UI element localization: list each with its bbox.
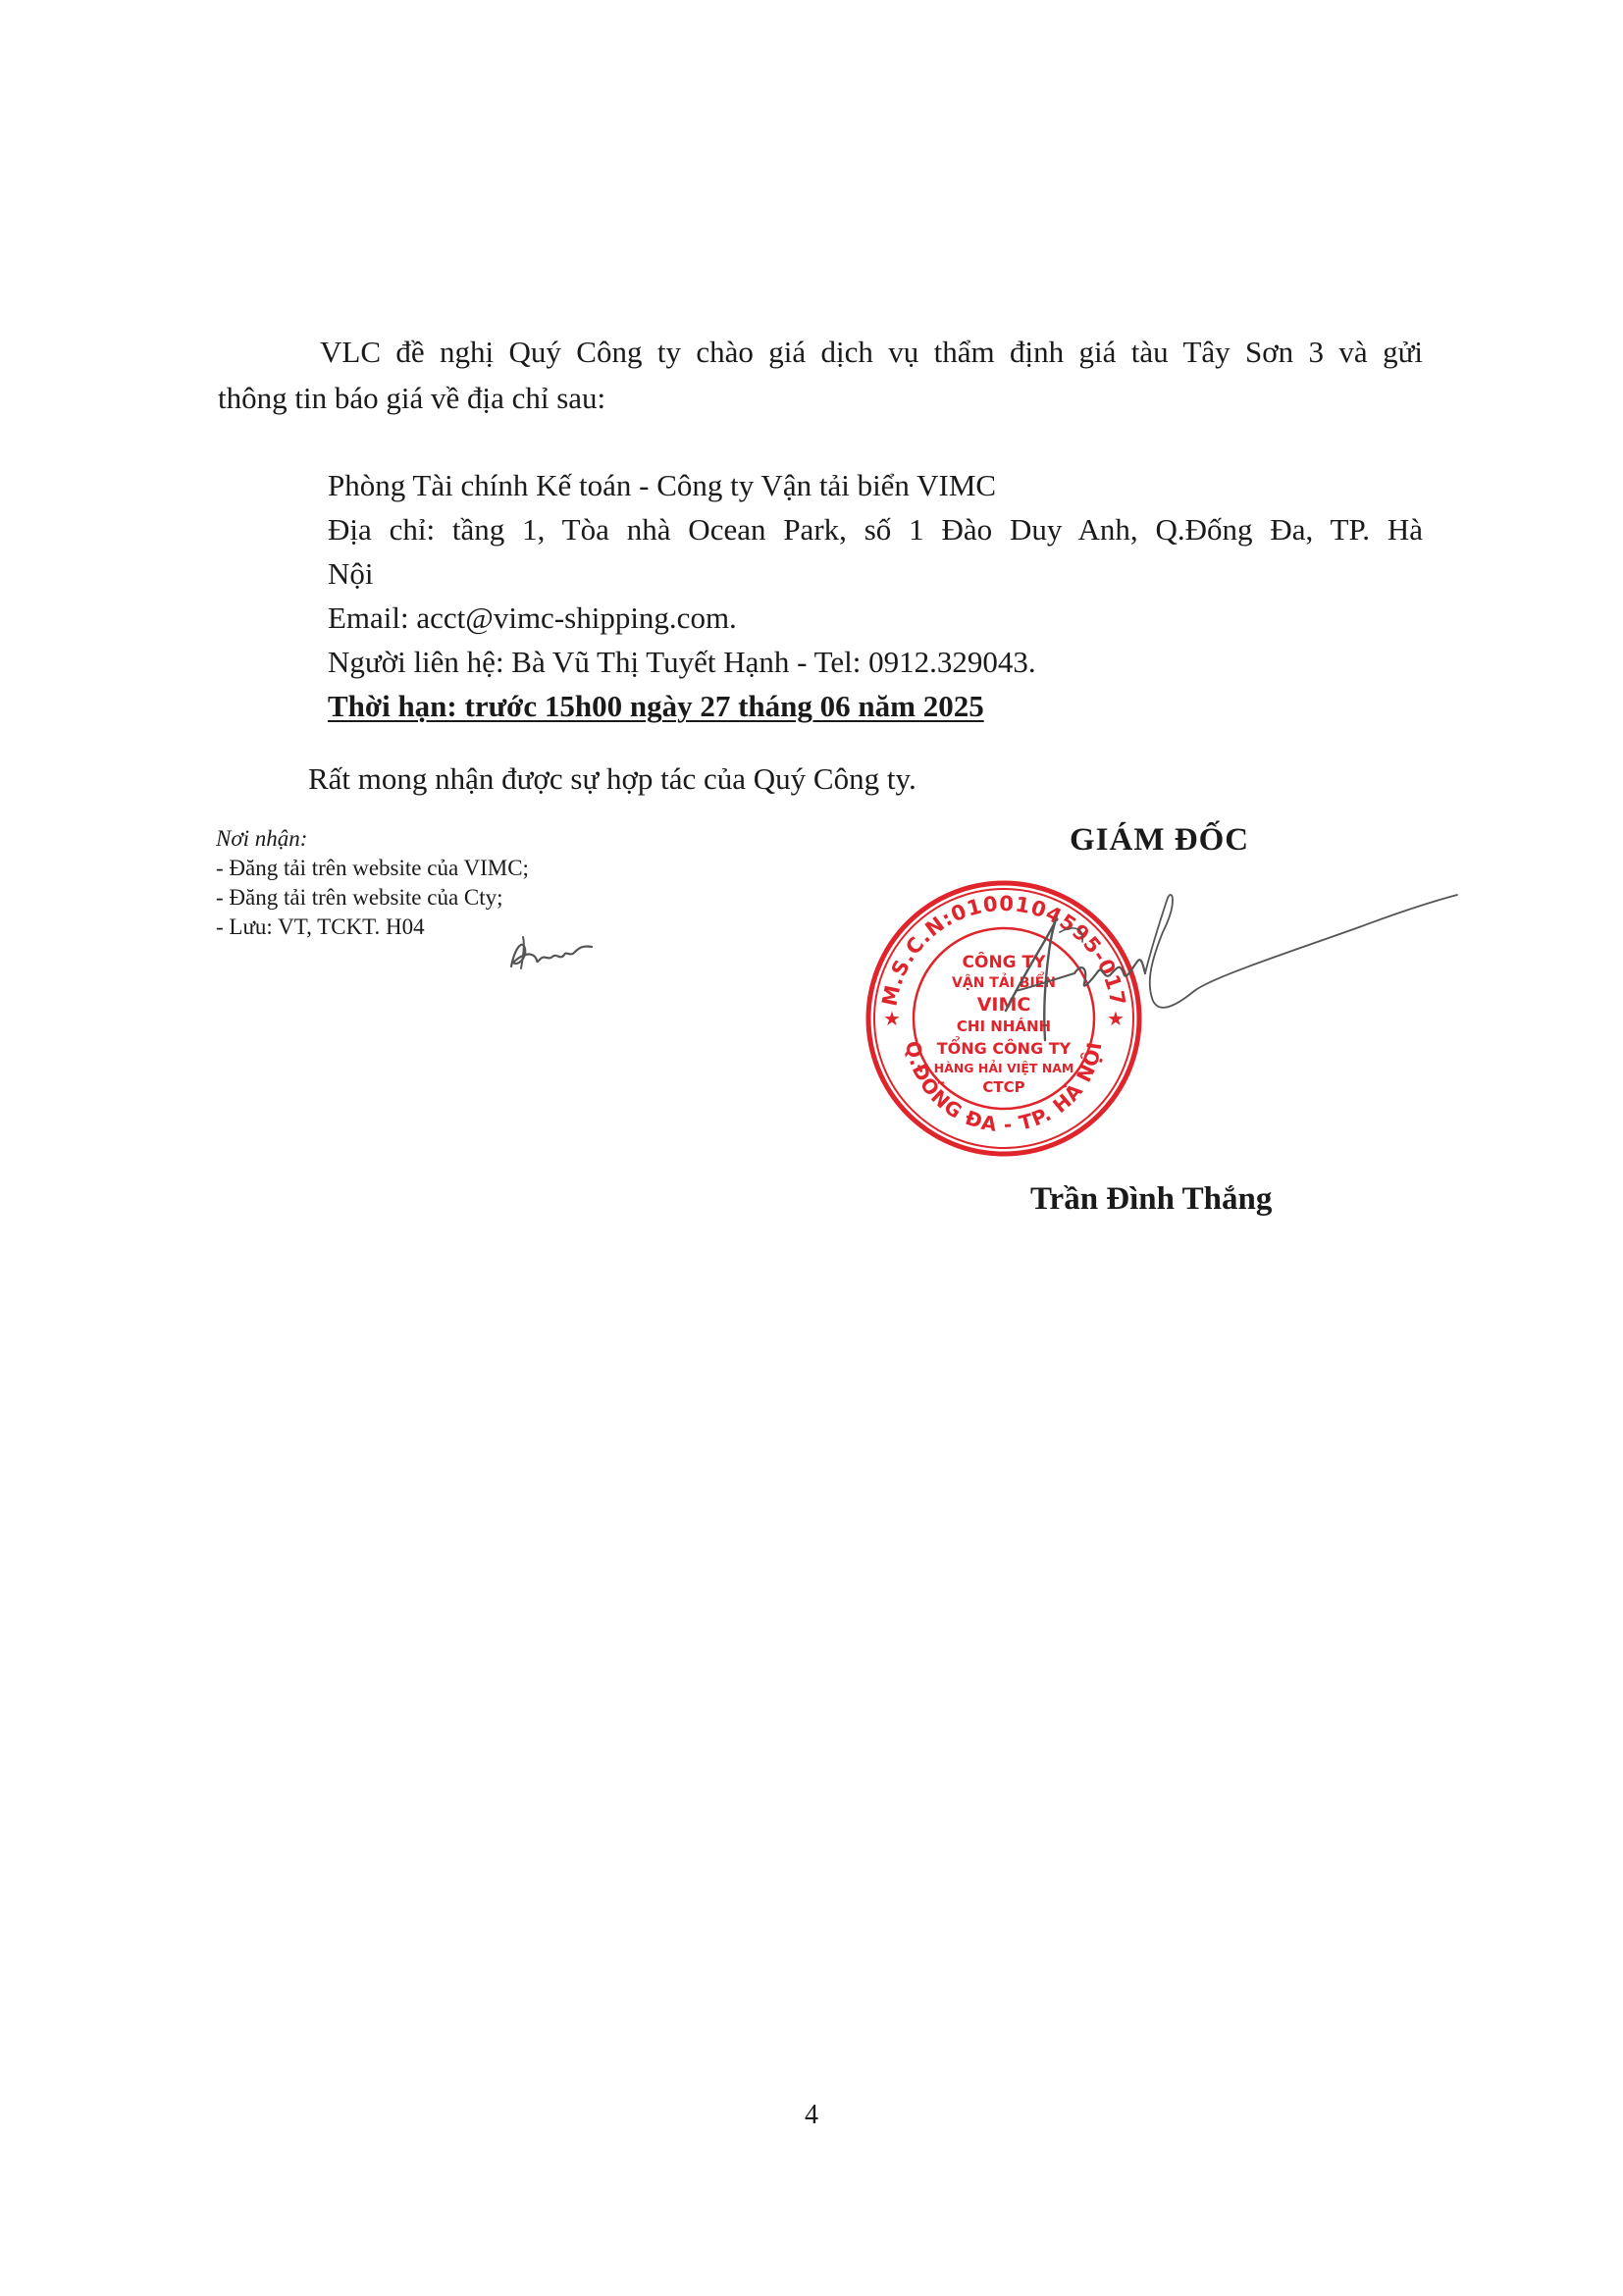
svg-text:VẬN TẢI BIỂN: VẬN TẢI BIỂN	[952, 975, 1056, 991]
handwritten-signature	[967, 863, 1467, 1089]
svg-text:HÀNG HẢI VIỆT NAM: HÀNG HẢI VIỆT NAM	[933, 1061, 1074, 1075]
address-line-2: Nội	[328, 556, 374, 591]
recipient-item: - Lưu: VT, TCKT. H04	[216, 914, 425, 939]
recipient-item: - Đăng tải trên website của VIMC;	[216, 856, 529, 880]
svg-text:★: ★	[883, 1007, 901, 1030]
svg-text:M.S.C.N:0100104595-017: M.S.C.N:0100104595-017	[877, 891, 1130, 1009]
address-line-1: Địa chỉ: tầng 1, Tòa nhà Ocean Park, số 1 Đào Duy Anh, Q.Đống Đa, TP. Hà	[328, 512, 1423, 547]
recipient-item: - Đăng tải trên website của Cty;	[216, 885, 503, 910]
page-number: 4	[805, 2100, 818, 2130]
director-title: GIÁM ĐỐC	[1070, 822, 1250, 858]
closing-sentence: Rất mong nhận được sự hợp tác của Quý Công ty.	[308, 761, 916, 796]
svg-text:VIMC: VIMC	[976, 994, 1031, 1016]
paragraph-line-1: VLC đề nghị Quý Công ty chào giá dịch vụ thẩm định giá tàu Tây Sơn 3 và gửi	[320, 335, 1423, 369]
svg-text:TỔNG CÔNG TY: TỔNG CÔNG TY	[936, 1039, 1072, 1058]
email-line: Email: acct@vimc-shipping.com.	[328, 600, 737, 635]
svg-text:CTCP: CTCP	[982, 1078, 1025, 1096]
paragraph-line-2: thông tin báo giá về địa chỉ sau:	[218, 381, 606, 415]
contact-line: Người liên hệ: Bà Vũ Thị Tuyết Hạnh - Tel: 0912.329043.	[328, 645, 1036, 679]
handwritten-initials	[505, 927, 603, 976]
signer-name: Trần Đình Thắng	[1030, 1181, 1273, 1217]
recipients-block	[216, 824, 529, 942]
svg-text:★: ★	[1107, 1007, 1125, 1030]
svg-text:CHI NHÁNH: CHI NHÁNH	[956, 1018, 1052, 1035]
svg-text:Q.ĐỐNG ĐA - TP. HÀ NỘI: Q.ĐỐNG ĐA - TP. HÀ NỘI	[901, 1039, 1107, 1137]
deadline-line: Thời hạn: trước 15h00 ngày 27 tháng 06 năm 2025	[328, 689, 984, 723]
recipients-title: Nơi nhận:	[216, 826, 308, 851]
svg-text:CÔNG TY: CÔNG TY	[962, 953, 1046, 972]
department-line: Phòng Tài chính Kế toán - Công ty Vận tải biển VIMC	[328, 468, 997, 502]
